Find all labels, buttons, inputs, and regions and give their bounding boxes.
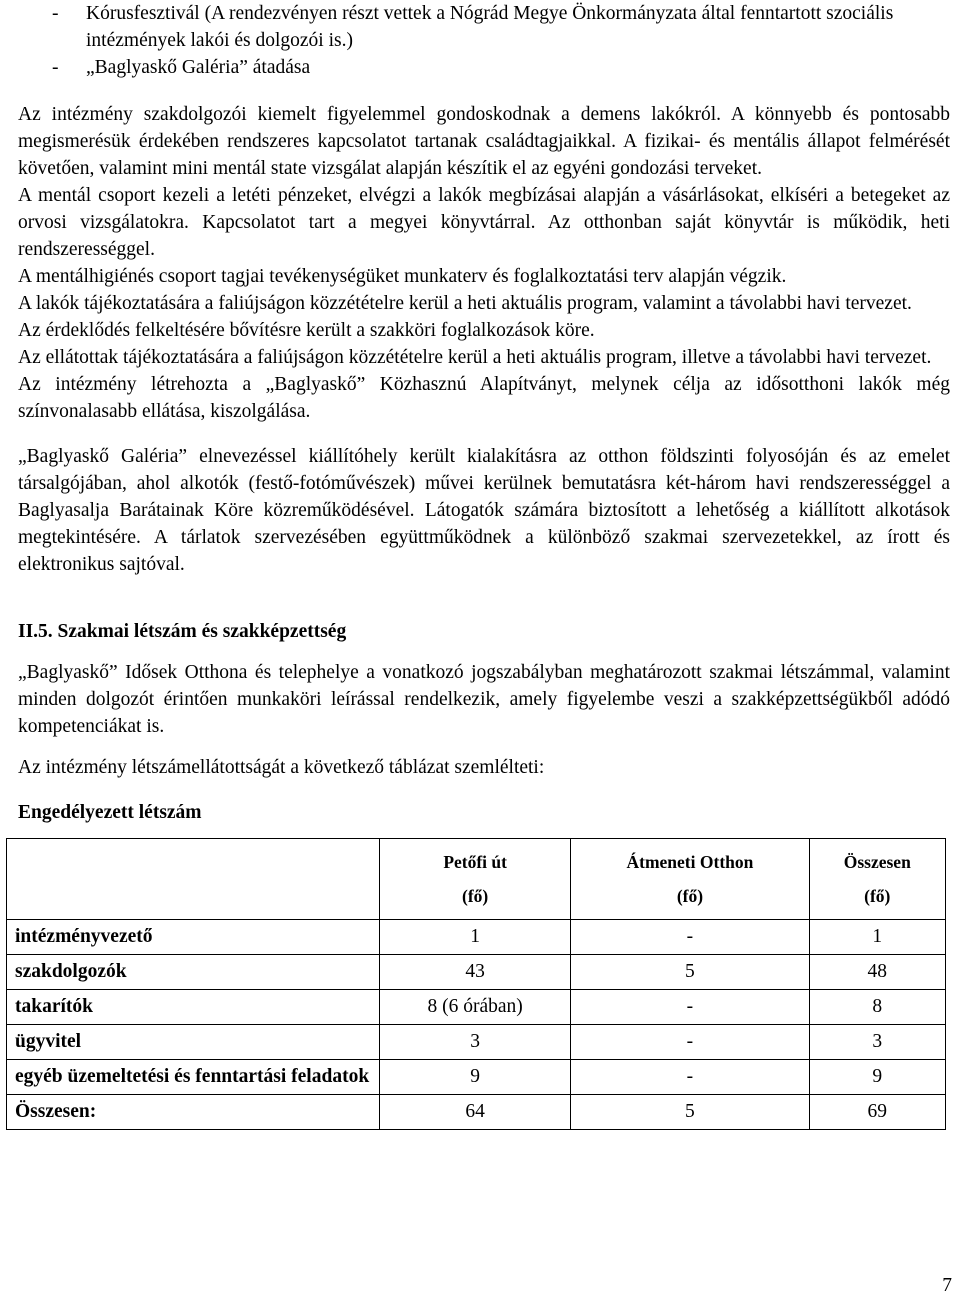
- row-label: Összesen:: [7, 1095, 380, 1130]
- row-label: egyéb üzemeltetési és fenntartási feladatok: [7, 1060, 380, 1095]
- bullet-text: Kórusfesztivál (A rendezvényen részt vettek a Nógrád Megye Önkormányzata által fenntartott szociális intézmények lakói és dolgozói is.): [86, 3, 894, 51]
- table-row: [7, 920, 946, 955]
- cell-osszesen: 69: [809, 1095, 945, 1130]
- header-line: Petőfi út: [443, 852, 507, 872]
- paragraph-demens-care: Az intézmény szakdolgozói kiemelt figyelemmel gondoskodnak a demens lakókról. A könnyebb és pontosabb megismerésük érdekében rendszeres kapcsolatot tartanak családtagjaikkal. A fizikai- és mentális állapot felmérését követően, valamint mini mentál state vizsgálat alapján készítik el az egyéni gondozási terveket.: [18, 104, 950, 179]
- cell-petofi: 43: [380, 955, 571, 990]
- paragraph-interest: Az érdeklődés felkeltésére bővítésre került a szakköri foglalkozások köre.: [18, 320, 595, 341]
- cell-petofi: 64: [380, 1095, 571, 1130]
- table-header-petofi: [380, 839, 571, 920]
- table-row: [7, 955, 946, 990]
- header-unit: (fő): [864, 886, 891, 906]
- cell-atmeneti: -: [571, 1060, 809, 1095]
- header-line: Összesen: [843, 852, 911, 872]
- table-header-osszesen: [809, 839, 945, 920]
- header-unit: (fő): [676, 886, 704, 906]
- paragraph-mental-group: A mentál csoport kezeli a letéti pénzeket, elvégzi a lakók megbízásai alapján a vásárlásokat, elkíséri a betegeket az orvosi vizsgálatokra. Kapcsolatot tart a megyei könyvtárral. Az otthonban saját könyvtár is működik, heti rendszerességgel.: [18, 185, 950, 260]
- section-heading: II.5. Szakmai létszám és szakképzettség: [18, 621, 347, 642]
- cell-atmeneti: -: [571, 920, 809, 955]
- bullet-item: [18, 0, 950, 54]
- table-total-row: [7, 1095, 946, 1130]
- paragraph-mental-hygiene: A mentálhigiénés csoport tagjai tevékenységüket munkaterv és foglalkoztatási terv alapján végzik.: [18, 266, 787, 287]
- row-label: intézményvezető: [7, 920, 380, 955]
- paragraph-resident-info: A lakók tájékoztatására a faliújságon közzétételre kerül a heti aktuális program, valamint a távolabbi havi tervezet.: [18, 293, 912, 314]
- header-unit: (fő): [462, 886, 489, 906]
- page-number: 7: [942, 1275, 952, 1296]
- event-bullet-list: [18, 0, 950, 81]
- cell-osszesen: 3: [809, 1025, 945, 1060]
- bullet-dash: -: [52, 57, 59, 78]
- cell-petofi: 1: [380, 920, 571, 955]
- cell-osszesen: 9: [809, 1060, 945, 1095]
- paragraph-section-staff: „Baglyaskő” Idősek Otthona és telephelye a vonatkozó jogszabályban meghatározott szakmai létszámmal, valamint minden dolgozót érintően munkaköri leírással rendelkezik, amely figyelembe veszi a szakképzettségükből adódó kompetenciákat is.: [18, 662, 950, 737]
- cell-petofi: 3: [380, 1025, 571, 1060]
- cell-atmeneti: 5: [571, 955, 809, 990]
- table-header-atmeneti: [571, 839, 809, 920]
- bullet-text: „Baglyaskő Galéria” átadása: [86, 57, 311, 78]
- paragraph-foundation: Az intézmény létrehozta a „Baglyaskő” Közhasznú Alapítványt, melynek célja az idősotthoni lakók még színvonalasabb ellátása, kiszolgálása.: [18, 374, 950, 422]
- table-title: Engedélyezett létszám: [18, 802, 202, 823]
- cell-osszesen: 1: [809, 920, 945, 955]
- cell-petofi: 9: [380, 1060, 571, 1095]
- table-row: [7, 1025, 946, 1060]
- cell-osszesen: 48: [809, 955, 945, 990]
- bullet-item: [18, 54, 950, 81]
- table-row: [7, 1060, 946, 1095]
- cell-atmeneti: -: [571, 1025, 809, 1060]
- cell-petofi: 8 (6 órában): [380, 990, 571, 1025]
- paragraph-patient-info: Az ellátottak tájékoztatására a faliújságon közzétételre kerül a heti aktuális program, illetve a távolabbi havi tervezet.: [18, 347, 932, 368]
- row-label: takarítók: [7, 990, 380, 1025]
- row-label: ügyvitel: [7, 1025, 380, 1060]
- cell-osszesen: 8: [809, 990, 945, 1025]
- cell-atmeneti: -: [571, 990, 809, 1025]
- table-intro: Az intézmény létszámellátottságát a következő táblázat szemlélteti:: [18, 757, 545, 778]
- paragraph-gallery: „Baglyaskő Galéria” elnevezéssel kiállítóhely került kialakításra az otthon földszinti folyosóján és az emelet társalgójában, ahol alkotók (festő-fotóművészek) művei kerülnek bemutatásra két-három havi rendszerességgel a Baglyasalja Barátainak Köre közreműködésével. Látogatók számára biztosított a lehetőség a kiállított alkotások megtekintésére. A tárlatok szervezésében együttműködnek a különböző szakmai szervezetekkel, az írott és elektronikus sajtóval.: [18, 446, 950, 575]
- row-label: szakdolgozók: [7, 955, 380, 990]
- bullet-dash: -: [52, 3, 59, 24]
- cell-atmeneti: 5: [571, 1095, 809, 1130]
- header-line: Átmeneti Otthon: [626, 852, 754, 872]
- table-row: [7, 990, 946, 1025]
- staff-table: [6, 838, 946, 1130]
- table-header-row: [7, 839, 946, 920]
- table-header-empty: [7, 839, 380, 920]
